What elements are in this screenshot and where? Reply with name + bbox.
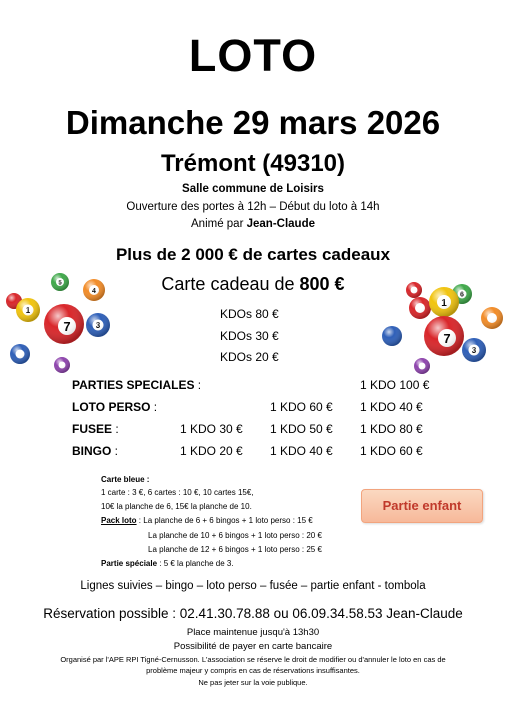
pack-loto-line: La planche de 10 + 6 bingos + 1 loto perso : 20 € [148,531,322,540]
game-label-suffix: : [194,378,202,392]
special-game-title: Partie spéciale [101,559,158,568]
game-label-suffix: : [112,422,119,436]
ball-icon [16,298,40,322]
seat-hold-info: Place maintenue jusqu'à 13h30 [186,627,320,638]
ball-icon [44,304,84,344]
game-label: PARTIES SPECIALES [72,378,195,392]
event-date: Dimanche 29 mars 2026 [65,104,441,141]
ball-icon [406,282,422,298]
ball-icon [414,358,430,374]
ball-icon [86,313,110,337]
game-label: FUSEE [72,422,113,436]
host-name: Jean-Claude [246,218,315,230]
pack-loto-line: La planche de 12 + 6 bingos + 1 loto perso : 25 € [148,545,322,554]
carte-bleue-title: Carte bleue : [101,475,150,484]
pack-loto-text: : La planche de 6 + 6 bingos + 1 loto perso : 15 € [136,516,313,525]
gift-prefix: Carte cadeau de [161,274,300,294]
page-title: LOTO [188,30,318,81]
prize-cell: 1 KDO 50 € [270,422,333,436]
prize-cell: 1 KDO 100 € [360,378,430,392]
reservation-info: Réservation possible : 02.41.30.78.88 ou 06.09.34.58.53 Jean-Claude [43,606,463,621]
bingo-balls-left-illustration [0,268,120,380]
pack-loto-title: Pack loto [101,516,137,525]
payment-info: Possibilité de payer en carte bancaire [173,641,333,652]
ball-icon [424,316,464,356]
event-host [0,218,506,230]
games-list: Lignes suivies – bingo – loto perso – fusée – partie enfant - tombola [80,580,426,592]
host-prefix: Animé par [191,218,247,230]
prize-cell: 1 KDO 40 € [270,444,333,458]
game-label-suffix: : [111,444,119,458]
ball-icon [481,307,503,329]
ball-icon [83,279,105,301]
game-label-suffix: : [150,400,158,414]
kdo-item: KDOs 20 € [220,350,279,364]
prize-cell: 1 KDO 30 € [180,422,243,436]
game-label: LOTO PERSO [72,400,151,414]
event-location: Trémont (49310) [160,150,346,177]
ball-icon [429,287,459,317]
special-game-line [101,557,234,570]
game-label: BINGO [72,444,112,458]
ball-icon [10,344,30,364]
ball-icon [462,338,486,362]
organizer-note: problème majeur y compris en cas de réservations insuffisantes. [146,666,360,675]
disposal-note: Ne pas jeter sur la voie publique. [198,678,308,687]
prize-cell: 1 KDO 80 € [360,422,423,436]
prize-cell: 1 KDO 60 € [270,400,333,414]
event-venue: Salle commune de Loisirs [182,183,324,195]
kdo-item: KDOs 80 € [220,307,279,321]
prize-cell: 1 KDO 60 € [360,444,423,458]
ball-icon [382,326,402,346]
prizes-headline: Plus de 2 000 € de cartes cadeaux [115,245,391,264]
child-game-button[interactable]: Partie enfant [361,489,483,523]
event-schedule: Ouverture des portes à 12h – Début du loto à 14h [126,201,380,213]
ball-icon [54,357,70,373]
carte-pricing-line: 1 carte : 3 €, 6 cartes : 10 €, 10 cartes 15€, [101,488,254,497]
gift-amount: 800 € [299,274,345,294]
carte-pricing-line: 10€ la planche de 6, 15€ la planche de 10. [101,502,252,511]
organizer-note: Organisé par l'APE RPI Tigné-Cernusson. L'association se réserve le droit de modifier ou d'annuler le loto en cas de [60,655,446,664]
special-game-text: : 5 € la planche de 3. [157,559,234,568]
kdo-item: KDOs 30 € [220,329,279,343]
ball-icon [409,297,431,319]
ball-icon [51,273,69,291]
bingo-balls-right-illustration [372,272,506,378]
pack-loto-line [101,514,313,527]
prize-cell: 1 KDO 40 € [360,400,423,414]
prize-cell: 1 KDO 20 € [180,444,243,458]
